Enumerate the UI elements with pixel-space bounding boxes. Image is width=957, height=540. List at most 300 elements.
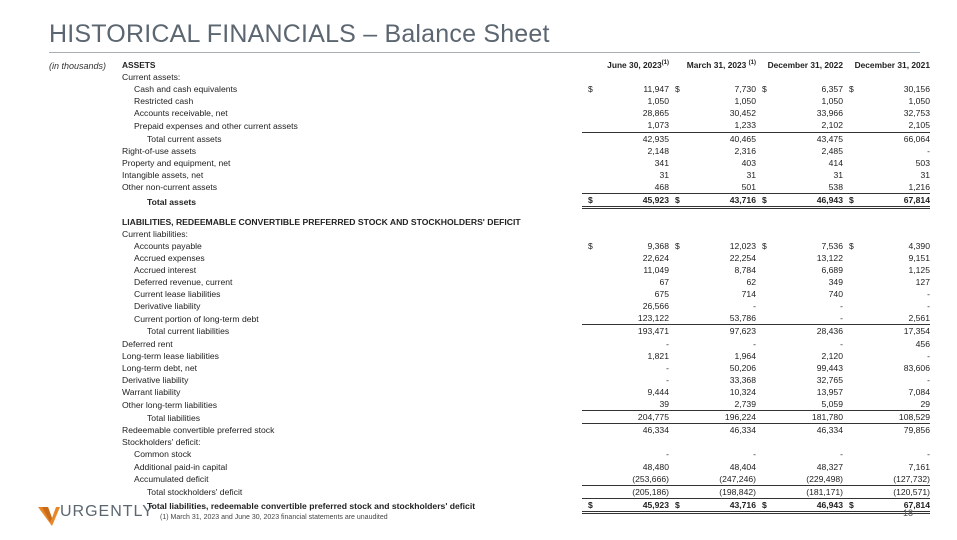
- cell-value: [582, 473, 669, 486]
- cell-value: [582, 228, 669, 240]
- value: 193,471: [637, 326, 669, 337]
- value: 349: [828, 277, 843, 288]
- value: -: [840, 313, 843, 324]
- value: 45,923: [642, 499, 669, 510]
- value: 48,480: [642, 461, 669, 472]
- table-row: [122, 157, 930, 169]
- value: 2,316: [734, 145, 756, 156]
- cell-value: [669, 300, 756, 312]
- value: 181,780: [811, 412, 843, 423]
- table-row: [122, 312, 930, 325]
- currency-symbol: $: [849, 240, 854, 251]
- value: 31: [920, 169, 930, 180]
- cell-value: [843, 362, 930, 374]
- title-divider: [49, 52, 920, 53]
- currency-symbol: $: [588, 240, 593, 251]
- cell-value: [669, 362, 756, 374]
- cell-value: [582, 386, 669, 398]
- currency-symbol: $: [849, 84, 854, 95]
- cell-value: [582, 216, 669, 228]
- value: 43,716: [729, 195, 756, 206]
- cell-value: [756, 485, 843, 498]
- page-title: HISTORICAL FINANCIALS – Balance Sheet: [49, 20, 550, 48]
- table-row: [122, 71, 930, 83]
- value: 17,354: [903, 326, 930, 337]
- value: -: [927, 301, 930, 312]
- table-row: [122, 338, 930, 350]
- value: 714: [741, 289, 756, 300]
- footnote: (1) March 31, 2023 and June 30, 2023 financial statements are unaudited: [160, 514, 388, 521]
- cell-value: [843, 95, 930, 107]
- value: 204,775: [637, 412, 669, 423]
- value: 28,436: [816, 326, 843, 337]
- cell-value: [843, 119, 930, 132]
- table-row: [122, 398, 930, 411]
- row-label: Total current assets: [147, 133, 222, 144]
- cell-value: [843, 386, 930, 398]
- value: 538: [828, 181, 843, 192]
- row-label: Stockholders' deficit:: [122, 437, 201, 448]
- row-label: Other non-current assets: [122, 182, 218, 193]
- value: 1,050: [734, 96, 756, 107]
- balance-sheet-body: [122, 71, 930, 512]
- row-label: Derivative liability: [134, 301, 201, 312]
- value: 66,064: [903, 133, 930, 144]
- value: 22,254: [729, 252, 756, 263]
- cell-value: [669, 398, 756, 411]
- table-row: [122, 288, 930, 300]
- cell-value: [756, 338, 843, 350]
- currency-symbol: $: [588, 84, 593, 95]
- cell-value: [756, 157, 843, 169]
- row-label: Intangible assets, net: [122, 169, 204, 180]
- cell-value: [669, 276, 756, 288]
- value: 50,206: [729, 362, 756, 373]
- cell-value: [756, 276, 843, 288]
- value: 2,102: [821, 120, 843, 131]
- cell-value: [756, 448, 843, 460]
- cell-value: [843, 300, 930, 312]
- cell-value: [843, 398, 930, 411]
- cell-value: [756, 194, 843, 208]
- cell-value: [843, 448, 930, 460]
- value: 67,814: [903, 195, 930, 206]
- cell-value: [756, 312, 843, 325]
- cell-value: [669, 350, 756, 362]
- table-row: [122, 95, 930, 107]
- row-label: Total current liabilities: [147, 326, 230, 337]
- cell-value: [582, 107, 669, 119]
- cell-value: [756, 362, 843, 374]
- value: 33,368: [729, 374, 756, 385]
- cell-value: [756, 386, 843, 398]
- value: -: [840, 338, 843, 349]
- value: -: [666, 338, 669, 349]
- row-label: Property and equipment, net: [122, 157, 231, 168]
- cell-value: [843, 264, 930, 276]
- value: 1,050: [908, 96, 930, 107]
- table-row: [122, 169, 930, 181]
- cell-value: [582, 338, 669, 350]
- cell-value: [669, 95, 756, 107]
- value: -: [666, 449, 669, 460]
- value: -: [927, 350, 930, 361]
- row-label: Current portion of long-term debt: [134, 313, 259, 324]
- cell-value: [669, 228, 756, 240]
- value: 501: [741, 181, 756, 192]
- cell-value: [843, 325, 930, 338]
- value: 675: [654, 289, 669, 300]
- cell-value: [669, 325, 756, 338]
- row-label: Long-term lease liabilities: [122, 350, 219, 361]
- cell-value: [843, 83, 930, 95]
- cell-value: [669, 157, 756, 169]
- cell-value: [582, 362, 669, 374]
- value: 1,125: [908, 265, 930, 275]
- cell-value: [756, 473, 843, 486]
- value: 46,334: [729, 425, 756, 436]
- cell-value: [843, 71, 930, 83]
- row-label: Accrued interest: [134, 265, 197, 275]
- cell-value: [843, 350, 930, 362]
- cell-value: [669, 252, 756, 264]
- cell-value: [582, 411, 669, 424]
- row-label: Long-term debt, net: [122, 362, 198, 373]
- row-label: Deferred rent: [122, 338, 173, 349]
- cell-value: [843, 411, 930, 424]
- cell-value: [756, 436, 843, 448]
- cell-value: [582, 252, 669, 264]
- value: 414: [828, 157, 843, 168]
- value: 9,368: [647, 240, 669, 251]
- table-row: [122, 276, 930, 288]
- cell-value: [669, 485, 756, 498]
- row-label: Redeemable convertible preferred stock: [122, 425, 275, 436]
- units-note: (in thousands): [49, 61, 107, 71]
- table-row: [122, 240, 930, 252]
- value: 403: [741, 157, 756, 168]
- value: -: [753, 301, 756, 312]
- cell-value: [582, 461, 669, 473]
- value: 13,957: [816, 386, 843, 397]
- table-row: [122, 228, 930, 240]
- value: 1,821: [647, 350, 669, 361]
- cell-value: [582, 436, 669, 448]
- value: 9,444: [647, 386, 669, 397]
- cell-value: [756, 325, 843, 338]
- cell-value: [756, 398, 843, 411]
- cell-value: [843, 240, 930, 252]
- cell-value: [669, 240, 756, 252]
- value: 62: [746, 277, 756, 288]
- currency-symbol: $: [762, 84, 767, 95]
- value: 12,023: [729, 240, 756, 251]
- cell-value: [756, 252, 843, 264]
- cell-value: [669, 132, 756, 145]
- cell-value: [756, 374, 843, 386]
- value: 1,233: [734, 120, 756, 131]
- value: 2,148: [647, 145, 669, 156]
- value: 7,536: [821, 240, 843, 251]
- value: 7,084: [908, 386, 930, 397]
- value: (198,842): [719, 486, 756, 497]
- row-label: Total stockholders' deficit: [147, 487, 243, 498]
- cell-value: [756, 411, 843, 424]
- value: (205,186): [632, 486, 669, 497]
- table-row: [122, 119, 930, 132]
- table-row: [122, 461, 930, 473]
- value: 46,943: [816, 499, 843, 510]
- value: 6,357: [821, 84, 843, 95]
- cell-value: [669, 436, 756, 448]
- col-header: December 31, 2021: [854, 60, 930, 70]
- currency-symbol: $: [762, 499, 767, 510]
- row-label: Cash and cash equivalents: [134, 84, 238, 95]
- cell-value: [756, 461, 843, 473]
- value: 48,404: [729, 461, 756, 472]
- value: 13,122: [816, 252, 843, 263]
- cell-value: [582, 312, 669, 325]
- row-label: Restricted cash: [134, 96, 194, 107]
- cell-value: [582, 276, 669, 288]
- cell-value: [843, 424, 930, 437]
- currency-symbol: $: [675, 84, 680, 95]
- cell-value: [669, 461, 756, 473]
- value: 28,865: [642, 108, 669, 119]
- value: (127,732): [893, 473, 930, 484]
- cell-value: [582, 448, 669, 460]
- table-row: [122, 325, 930, 338]
- value: 5,059: [821, 399, 843, 410]
- col-header: December 31, 2022: [767, 60, 843, 70]
- value: 1,073: [647, 120, 669, 131]
- value: 99,443: [816, 362, 843, 373]
- cell-value: [669, 448, 756, 460]
- value: 67: [659, 277, 669, 288]
- col-header: March 31, 2023 $^{(1)}$: [686, 60, 756, 70]
- value: 53,786: [729, 313, 756, 324]
- cell-value: [756, 71, 843, 83]
- table-row: [122, 424, 930, 437]
- table-row: [122, 498, 930, 512]
- row-label: Current assets:: [122, 72, 181, 83]
- table-row: [122, 386, 930, 398]
- value: 79,856: [903, 425, 930, 436]
- cell-value: [669, 312, 756, 325]
- cell-value: [669, 181, 756, 194]
- currency-symbol: $: [849, 195, 854, 206]
- row-label: Accrued expenses: [134, 252, 205, 263]
- value: 97,623: [729, 326, 756, 337]
- cell-value: [669, 264, 756, 276]
- cell-value: [582, 95, 669, 107]
- row-label: Accounts receivable, net: [134, 108, 228, 119]
- value: 8,784: [734, 265, 756, 275]
- table-row: [122, 350, 930, 362]
- value: -: [927, 289, 930, 300]
- value: 127: [915, 277, 930, 288]
- cell-value: [582, 485, 669, 498]
- cell-value: [843, 107, 930, 119]
- logo-text: URGENTLY: [60, 503, 154, 520]
- cell-value: [843, 374, 930, 386]
- value: -: [840, 449, 843, 460]
- value: 4,390: [908, 240, 930, 251]
- row-label: Derivative liability: [122, 374, 189, 385]
- cell-value: [669, 83, 756, 95]
- cell-value: [756, 95, 843, 107]
- cell-value: [756, 264, 843, 276]
- value: 7,161: [908, 461, 930, 472]
- cell-value: [582, 71, 669, 83]
- currency-symbol: $: [762, 195, 767, 206]
- cell-value: [669, 194, 756, 208]
- cell-value: [756, 181, 843, 194]
- balance-sheet-table: [122, 59, 930, 514]
- cell-value: [843, 252, 930, 264]
- cell-value: [669, 107, 756, 119]
- cell-value: [582, 132, 669, 145]
- cell-value: [756, 107, 843, 119]
- cell-value: [843, 498, 930, 512]
- assets-header: ASSETS: [122, 60, 156, 70]
- cell-value: [582, 83, 669, 95]
- value: 32,753: [903, 108, 930, 119]
- value: -: [753, 338, 756, 349]
- cell-value: [843, 436, 930, 448]
- table-row: [122, 145, 930, 157]
- cell-value: [843, 485, 930, 498]
- table-row: [122, 208, 930, 216]
- table-row: [122, 374, 930, 386]
- cell-value: [582, 194, 669, 208]
- cell-value: [756, 240, 843, 252]
- value: 2,485: [821, 145, 843, 156]
- value: 43,475: [816, 133, 843, 144]
- cell-value: [843, 312, 930, 325]
- value: 40,465: [729, 133, 756, 144]
- cell-value: [582, 264, 669, 276]
- table-row: [122, 252, 930, 264]
- value: 30,156: [903, 84, 930, 95]
- cell-value: [669, 386, 756, 398]
- cell-value: [756, 498, 843, 512]
- cell-value: [669, 288, 756, 300]
- cell-value: [843, 461, 930, 473]
- cell-value: [756, 216, 843, 228]
- table-row: [122, 300, 930, 312]
- currency-symbol: $: [675, 499, 680, 510]
- cell-value: [756, 350, 843, 362]
- cell-value: [582, 325, 669, 338]
- table-header-row: [122, 59, 930, 71]
- cell-value: [582, 181, 669, 194]
- table-row: [122, 485, 930, 498]
- cell-value: [843, 145, 930, 157]
- row-label: Total liabilities, redeemable convertible preferred stock and stockholders' deficit: [147, 501, 476, 512]
- row-label: Common stock: [134, 449, 192, 460]
- cell-value: [843, 181, 930, 194]
- cell-value: [756, 132, 843, 145]
- cell-value: [582, 498, 669, 512]
- value: 503: [915, 157, 930, 168]
- table-row: [122, 264, 930, 276]
- table-row: [122, 181, 930, 194]
- value: 11,947: [643, 84, 669, 95]
- row-label: Total liabilities: [147, 412, 201, 423]
- cell-value: [756, 300, 843, 312]
- cell-value: [843, 132, 930, 145]
- cell-value: [843, 216, 930, 228]
- value: 42,935: [642, 133, 669, 144]
- cell-value: [582, 119, 669, 132]
- value: 26,566: [642, 301, 669, 312]
- page-number: 18: [903, 508, 914, 518]
- row-label: Accumulated deficit: [134, 474, 209, 485]
- table-row: [122, 194, 930, 208]
- value: 108,529: [898, 412, 930, 423]
- value: (229,498): [806, 473, 843, 484]
- value: 6,689: [821, 265, 843, 275]
- value: 30,452: [729, 108, 756, 119]
- cell-value: [582, 145, 669, 157]
- value: 22,624: [642, 252, 669, 263]
- cell-value: [669, 119, 756, 132]
- value: -: [927, 374, 930, 385]
- value: 468: [654, 181, 669, 192]
- currency-symbol: $: [762, 240, 767, 251]
- currency-symbol: $: [588, 499, 593, 510]
- cell-value: [669, 338, 756, 350]
- cell-value: [843, 473, 930, 486]
- table-row: [122, 362, 930, 374]
- row-label: Current lease liabilities: [134, 289, 221, 300]
- value: 1,216: [908, 181, 930, 192]
- cell-value: [756, 169, 843, 181]
- cell-value: [756, 228, 843, 240]
- table-row: [122, 107, 930, 119]
- value: 123,122: [637, 313, 669, 324]
- value: -: [927, 145, 930, 156]
- value: (253,666): [632, 473, 669, 484]
- cell-value: [582, 398, 669, 411]
- cell-value: [582, 350, 669, 362]
- cell-value: [669, 473, 756, 486]
- value: (247,246): [719, 473, 756, 484]
- cell-value: [669, 374, 756, 386]
- value: 83,606: [903, 362, 930, 373]
- cell-value: [843, 288, 930, 300]
- cell-value: [756, 424, 843, 437]
- currency-symbol: $: [675, 240, 680, 251]
- value: 2,105: [908, 120, 930, 131]
- value: -: [840, 301, 843, 312]
- value: 67,814: [903, 499, 930, 510]
- value: 2,120: [821, 350, 843, 361]
- row-label: Current liabilities:: [122, 228, 188, 239]
- cell-value: [669, 411, 756, 424]
- cell-value: [669, 71, 756, 83]
- value: 46,334: [816, 425, 843, 436]
- table-row: [122, 473, 930, 486]
- value: -: [666, 374, 669, 385]
- table-row: [122, 83, 930, 95]
- value: 29: [920, 399, 930, 410]
- cell-value: [582, 169, 669, 181]
- value: 43,716: [729, 499, 756, 510]
- cell-value: [843, 194, 930, 208]
- value: 2,561: [908, 313, 930, 324]
